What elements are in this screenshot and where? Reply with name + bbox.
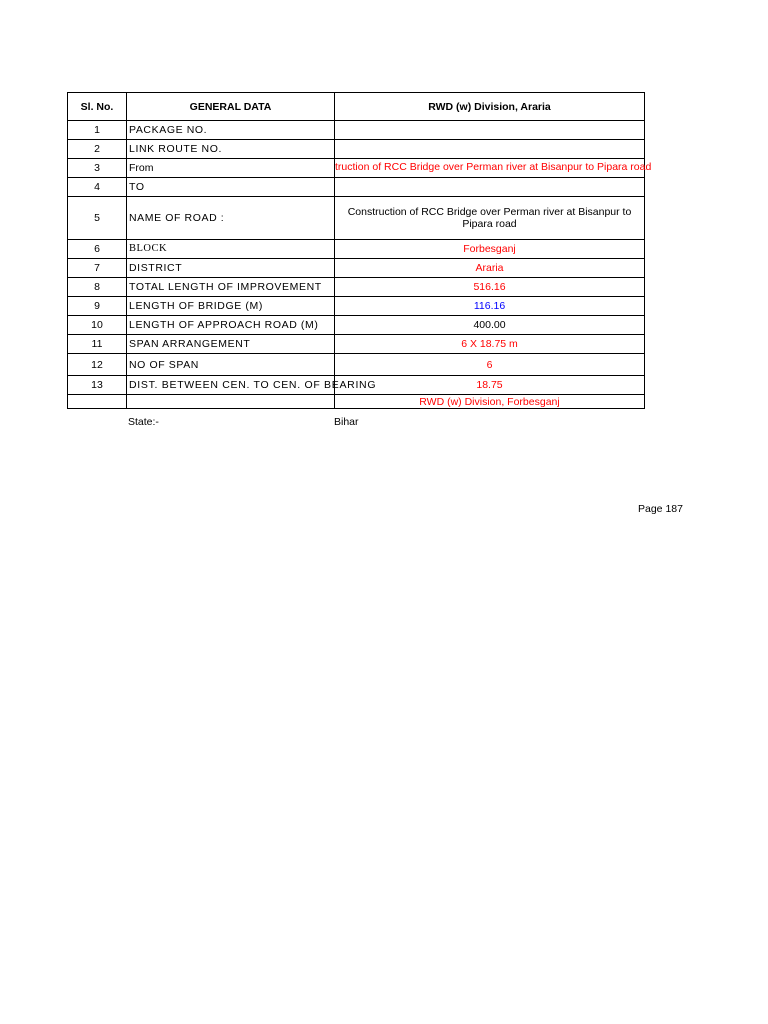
row-sl: 10 xyxy=(68,316,127,335)
row-sl: 2 xyxy=(68,140,127,159)
row-label-length-of-bridge: LENGTH OF BRIDGE (M) xyxy=(127,297,335,316)
header-sl-no: Sl. No. xyxy=(68,93,127,121)
header-general-data: GENERAL DATA xyxy=(127,93,335,121)
row-value-to xyxy=(335,178,645,197)
table-row xyxy=(68,335,645,354)
row-value-dist-between-bearing: 18.75 xyxy=(335,376,645,395)
table-row xyxy=(68,278,645,297)
table-row xyxy=(68,354,645,376)
table-row xyxy=(68,240,645,259)
row-sl: 3 xyxy=(68,159,127,178)
row-label-from: From xyxy=(127,159,335,178)
row-value-district: Araria xyxy=(335,259,645,278)
row-value-no-of-span: 6 xyxy=(335,354,645,376)
row-sl: 11 xyxy=(68,335,127,354)
row-label-no-of-span: NO OF SPAN xyxy=(127,354,335,376)
table-row xyxy=(68,159,645,178)
row-value-link-route-no xyxy=(335,140,645,159)
row-sl: 7 xyxy=(68,259,127,278)
row-value-span-arrangement: 6 X 18.75 m xyxy=(335,335,645,354)
general-data-table xyxy=(67,92,652,409)
row-label-package-no: PACKAGE NO. xyxy=(127,121,335,140)
row-label-length-of-approach-road: LENGTH OF APPROACH ROAD (M) xyxy=(127,316,335,335)
row-sl: 4 xyxy=(68,178,127,197)
row-label-span-arrangement: SPAN ARRANGEMENT xyxy=(127,335,335,354)
row-label-total-length: TOTAL LENGTH OF IMPROVEMENT xyxy=(127,278,335,297)
table-row xyxy=(68,376,645,395)
row-label-block: BLOCK xyxy=(127,240,335,259)
row-sl: 8 xyxy=(68,278,127,297)
row-sl: 6 xyxy=(68,240,127,259)
table-row xyxy=(68,197,645,240)
row-value-from: truction of RCC Bridge over Perman river at Bisanpur to Pipara road xyxy=(335,161,652,173)
row-value-total-length: 516.16 xyxy=(335,278,645,297)
state-value: Bihar xyxy=(334,416,359,428)
table-row xyxy=(68,259,645,278)
header-division: RWD (w) Division, Araria xyxy=(335,93,645,121)
row-value-length-of-approach-road: 400.00 xyxy=(335,316,645,335)
row-sl: 5 xyxy=(68,197,127,240)
row-value-length-of-bridge: 116.16 xyxy=(335,297,645,316)
row-value-division-forbesganj: RWD (w) Division, Forbesganj xyxy=(335,395,645,409)
table-row xyxy=(68,297,645,316)
table-row xyxy=(68,316,645,335)
row-label-name-of-road: NAME OF ROAD : xyxy=(127,197,335,240)
page-number: Page 187 xyxy=(638,503,683,515)
row-value-block: Forbesganj xyxy=(335,240,645,259)
state-label: State:- xyxy=(128,416,159,428)
table-header-row xyxy=(68,93,645,121)
row-label-link-route-no: LINK ROUTE NO. xyxy=(127,140,335,159)
row-sl: 13 xyxy=(68,376,127,395)
row-sl: 9 xyxy=(68,297,127,316)
row-sl: 12 xyxy=(68,354,127,376)
row-value-name-of-road: Construction of RCC Bridge over Perman river at Bisanpur to Pipara road xyxy=(335,197,645,240)
table-row xyxy=(68,178,645,197)
row-value-from-cell xyxy=(335,159,652,178)
table-row xyxy=(68,121,645,140)
row-label-dist-between-bearing: DIST. BETWEEN CEN. TO CEN. OF BEARING xyxy=(127,376,335,395)
row-label-district: DISTRICT xyxy=(127,259,335,278)
row-label-empty xyxy=(127,395,335,409)
table-row xyxy=(68,140,645,159)
row-sl: 1 xyxy=(68,121,127,140)
row-label-to: TO xyxy=(127,178,335,197)
row-value-package-no xyxy=(335,121,645,140)
row-sl xyxy=(68,395,127,409)
table-row xyxy=(68,395,645,409)
